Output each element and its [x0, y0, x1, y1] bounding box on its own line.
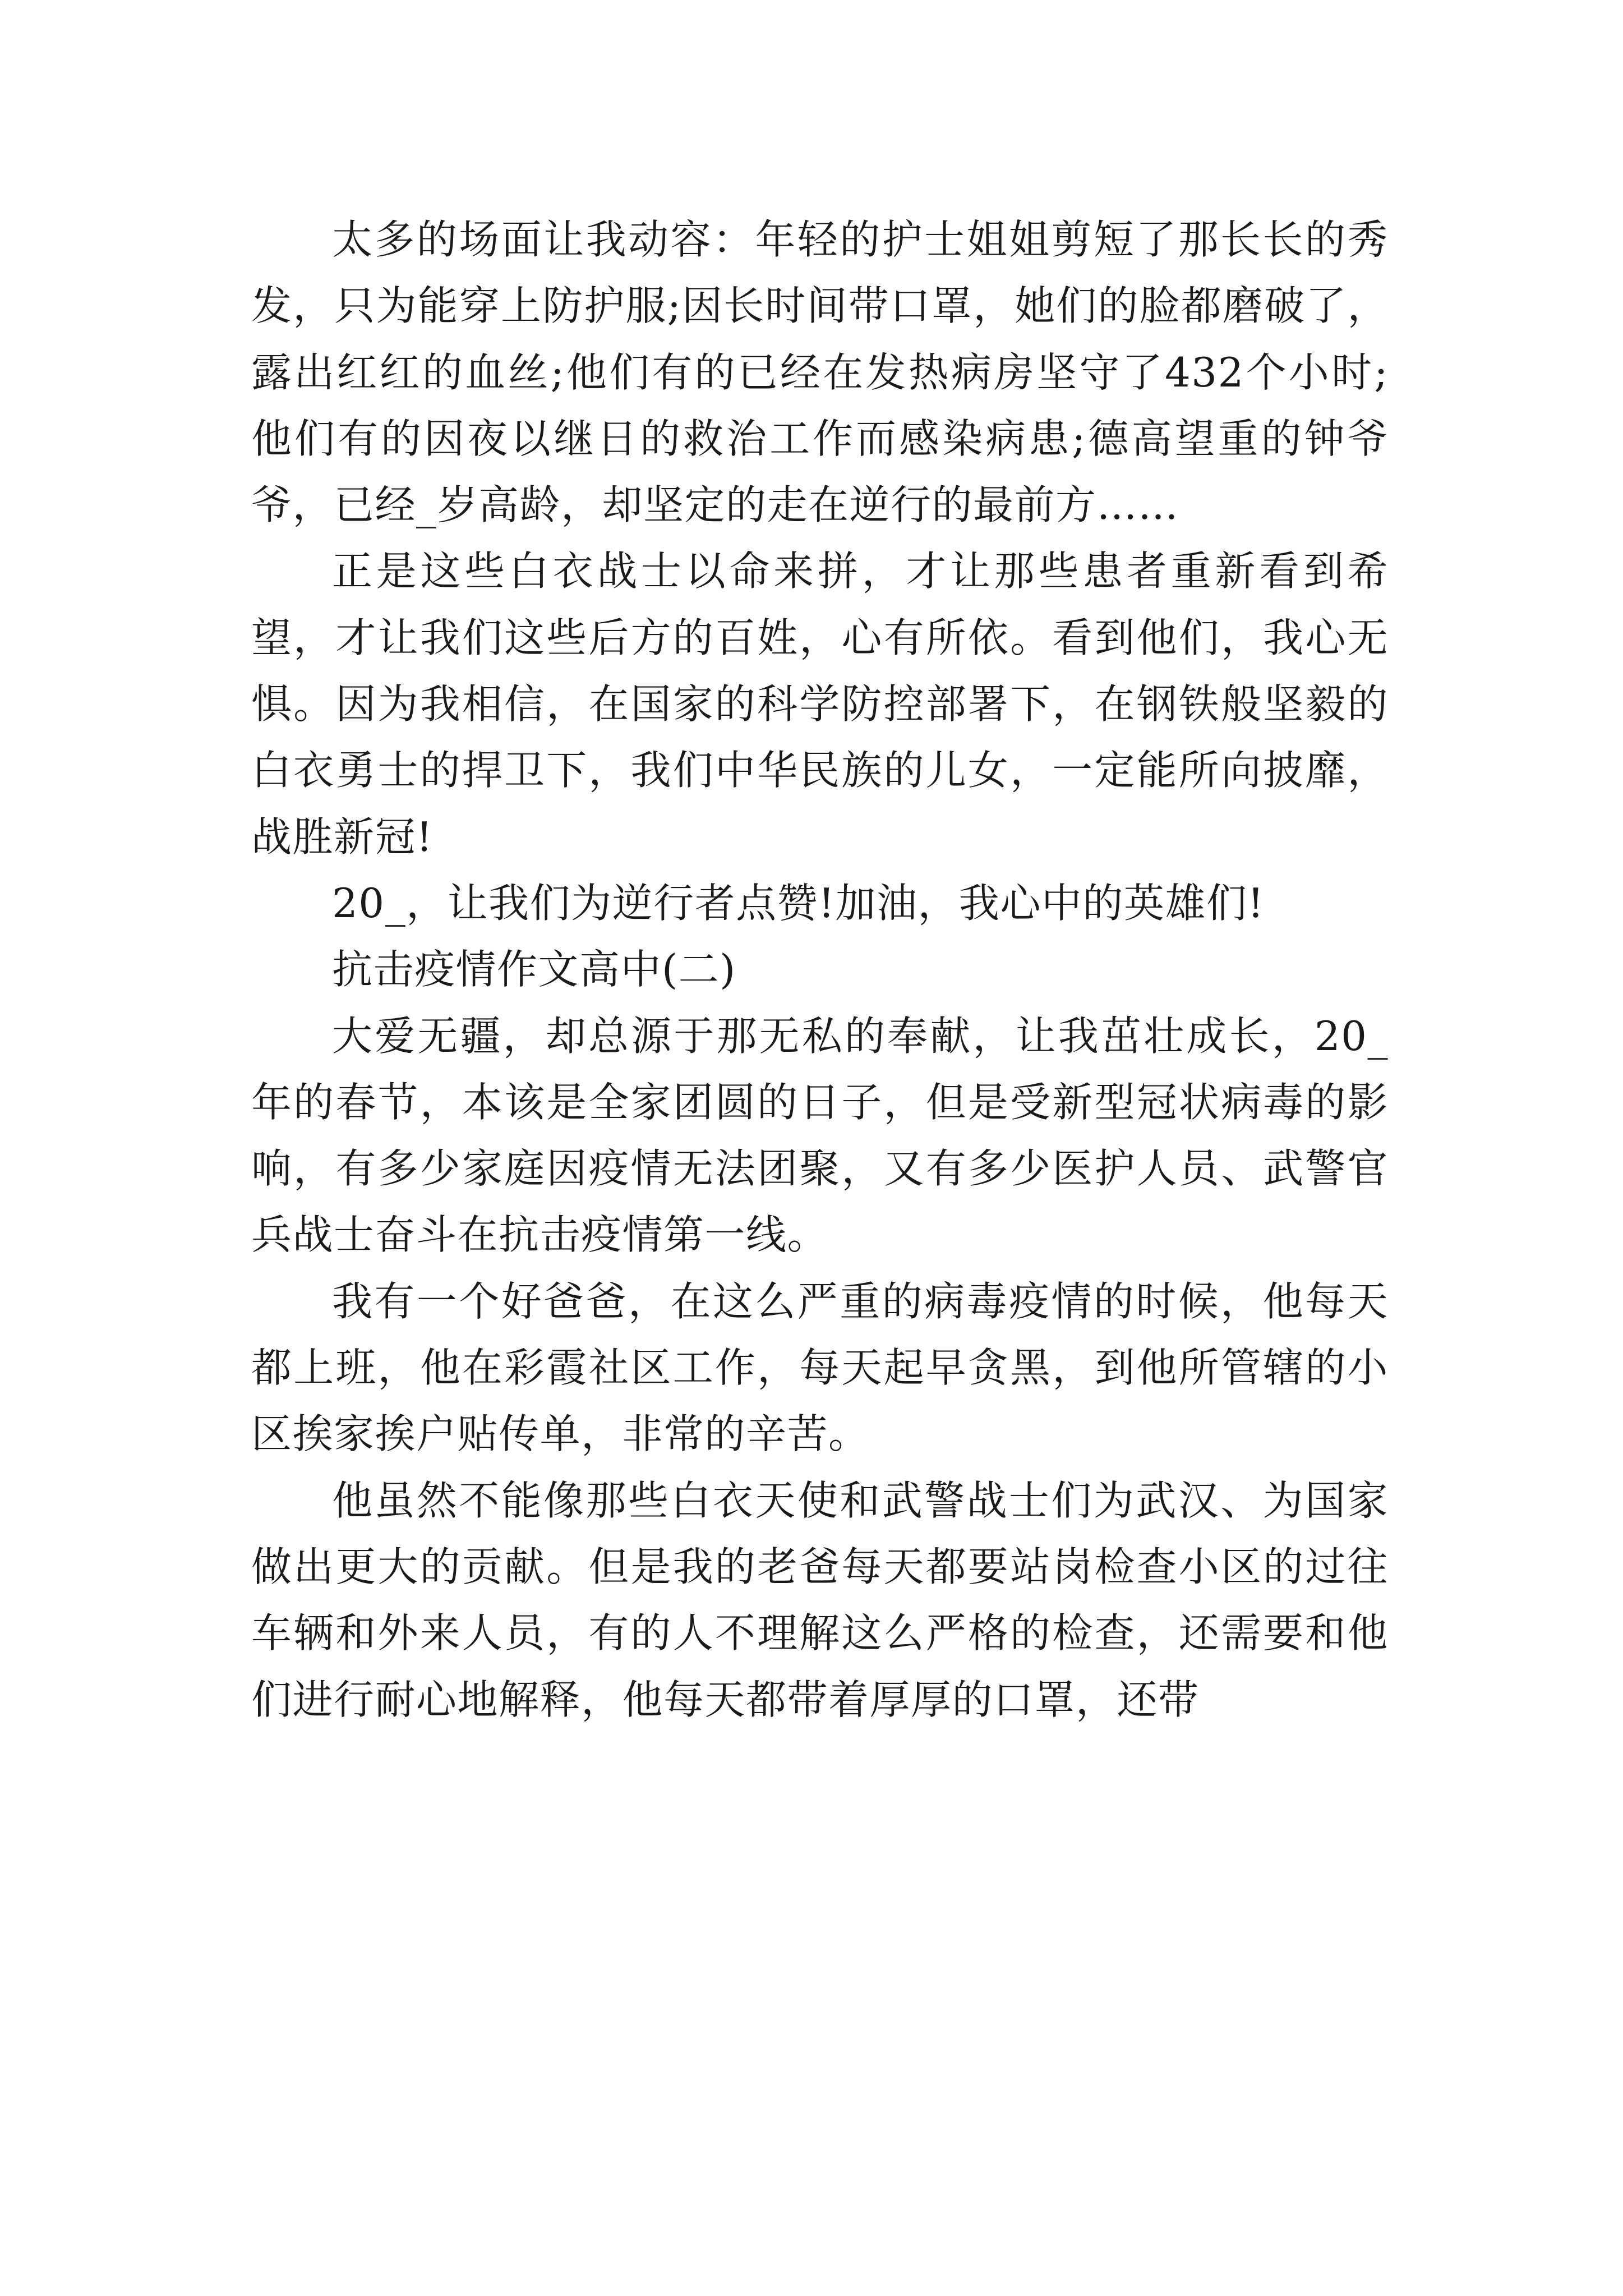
paragraph-spring-festival: 大爱无疆，却总源于那无私的奉献，让我茁壮成长，20_年的春节，本该是全家团圆的日子，但是受新型冠状病毒的影响，有多少家庭因疫情无法团聚，又有多少医护人员、武警官兵战士奋斗在抗击疫情第一线。 [251, 1012, 1389, 1259]
paragraph-white-coat-warriors: 正是这些白衣战士以命来拼，才让那些患者重新看到希望，才让我们这些后方的百姓，心有所依。看到他们，我心无惧。因为我相信，在国家的科学防控部署下，在钢铁般坚毅的白衣勇士的捍卫下，我们中华民族的儿女，一定能所向披靡，战胜新冠! [251, 547, 1389, 861]
paragraph-good-dad: 我有一个好爸爸，在这么严重的病毒疫情的时候，他每天都上班，他在彩霞社区工作，每天起早贪黑，到他所管辖的小区挨家挨户贴传单，非常的辛苦。 [251, 1277, 1389, 1458]
section-heading: 抗击疫情作文高中(二) [332, 946, 736, 993]
document-body [251, 206, 1389, 1733]
paragraph-nurses: 太多的场面让我动容：年轻的护士姐姐剪短了那长长的秀发，只为能穿上防护服;因长时间带口罩，她们的脸都磨破了，露出红红的血丝;他们有的已经在发热病房坚守了432个小时;他们有的因夜以继日的救治工作而感染病患;德高望重的钟爷爷，已经_岁高龄，却坚定的走在逆行的最前方…… [251, 216, 1389, 529]
paragraph-dad-duty: 他虽然不能像那些白衣天使和武警战士们为武汉、为国家做出更大的贡献。但是我的老爸每天都要站岗检查小区的过往车辆和外来人员，有的人不理解这么严格的检查，还需要和他们进行耐心地解释，他每天都带着厚厚的口罩，还带 [251, 1476, 1389, 1723]
paragraph-praise: 20_，让我们为逆行者点赞!加油，我心中的英雄们! [332, 879, 1265, 927]
